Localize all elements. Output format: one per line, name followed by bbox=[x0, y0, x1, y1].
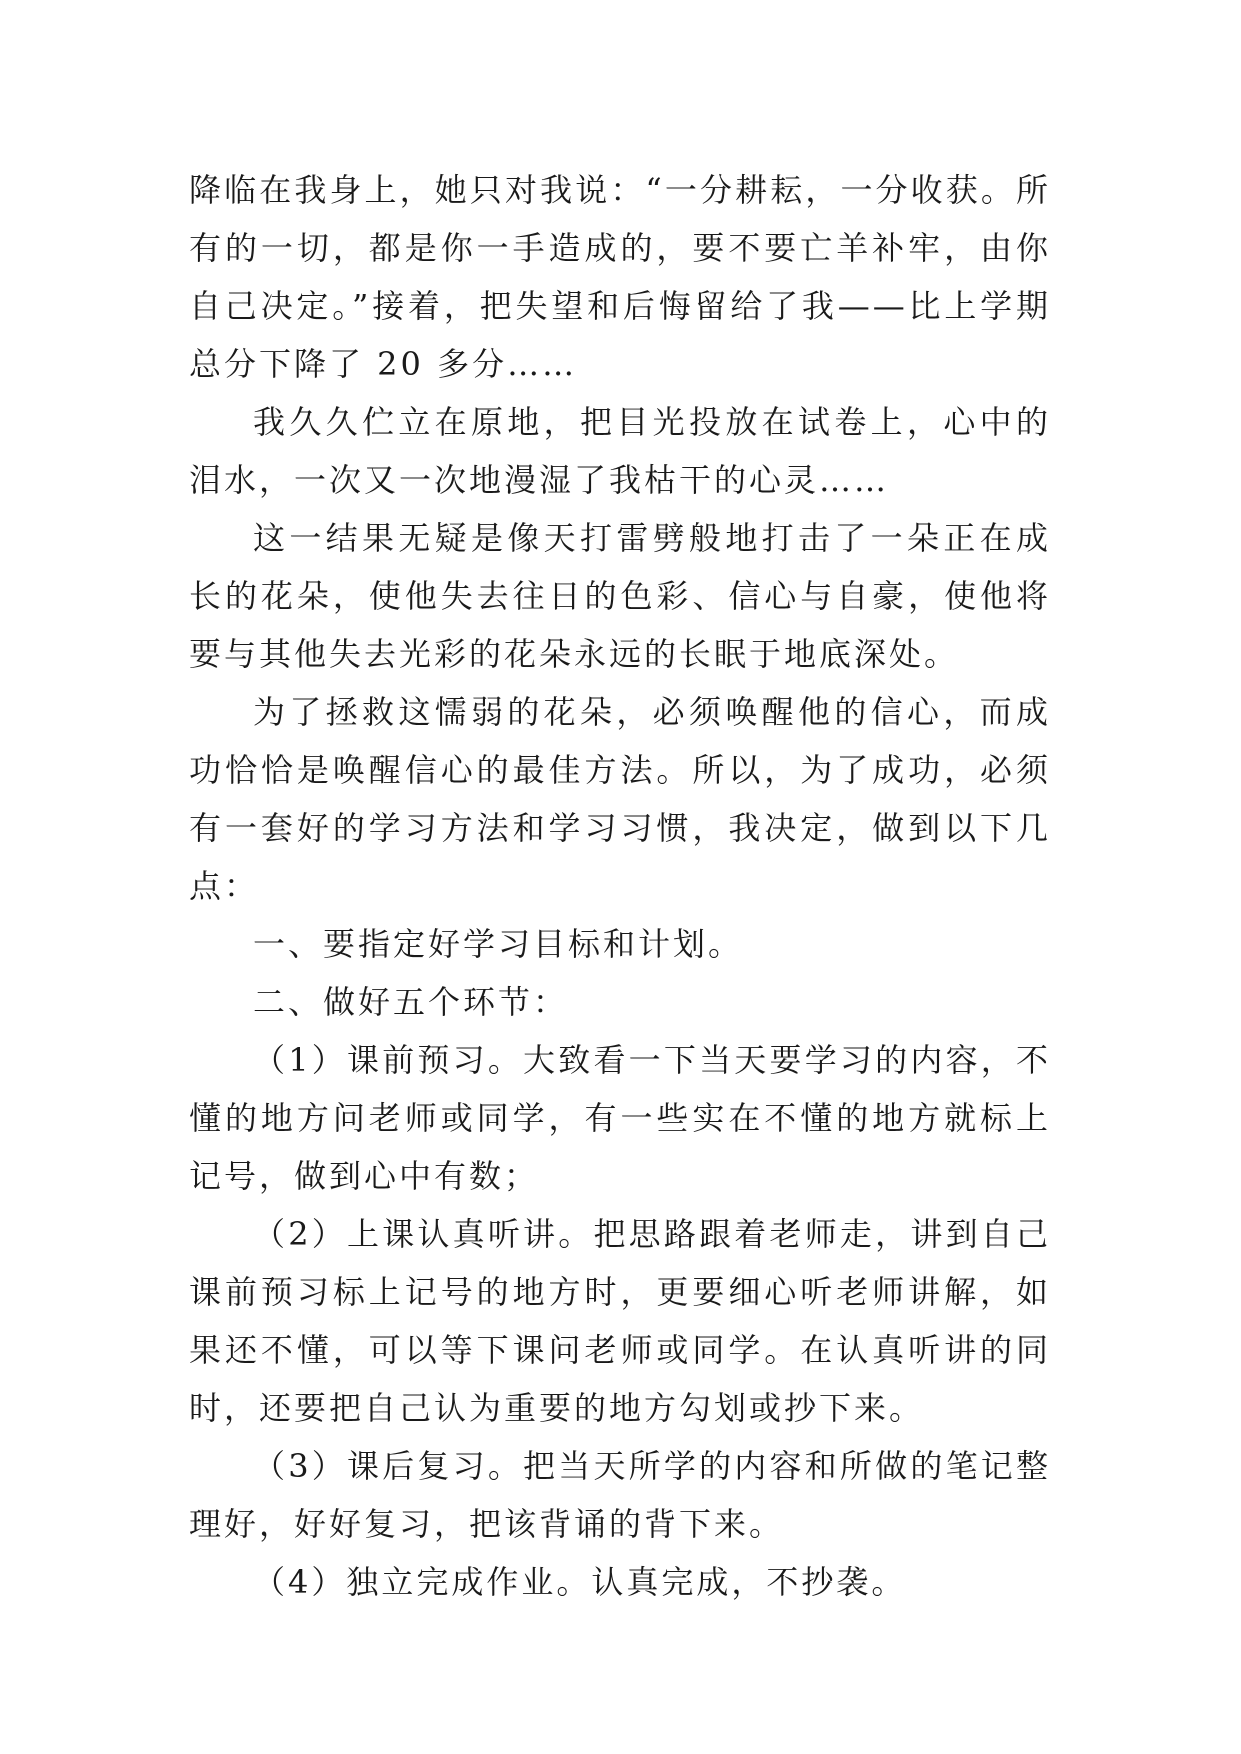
paragraph: 为了拯救这懦弱的花朵，必须唤醒他的信心，而成功恰恰是唤醒信心的最佳方法。所以，为了成功，必须有一套好的学习方法和学习习惯，我决定，做到以下几点： bbox=[189, 693, 1051, 905]
paragraph: 这一结果无疑是像天打雷劈般地打击了一朵正在成长的花朵，使他失去往日的色彩、信心与自豪，使他将要与其他失去光彩的花朵永远的长眠于地底深处。 bbox=[189, 519, 1051, 673]
sub-list-item: （1）课前预习。大致看一下当天要学习的内容，不懂的地方问老师或同学，有一些实在不懂的地方就标上记号，做到心中有数； bbox=[189, 1041, 1051, 1195]
paragraph: 我久久伫立在原地，把目光投放在试卷上，心中的泪水，一次又一次地漫湿了我枯干的心灵…… bbox=[189, 403, 1051, 499]
sub-list-item: （2）上课认真听讲。把思路跟着老师走，讲到自己课前预习标上记号的地方时，更要细心听老师讲解，如果还不懂，可以等下课问老师或同学。在认真听讲的同时，还要把自己认为重要的地方勾划或抄下来。 bbox=[189, 1215, 1051, 1427]
document-body bbox=[189, 161, 1051, 1611]
list-item: 二、做好五个环节： bbox=[253, 983, 569, 1021]
sub-list-item: （4）独立完成作业。认真完成，不抄袭。 bbox=[253, 1563, 907, 1601]
sub-list-item: （3）课后复习。把当天所学的内容和所做的笔记整理好，好好复习，把该背诵的背下来。 bbox=[189, 1447, 1051, 1543]
list-item: 一、要指定好学习目标和计划。 bbox=[253, 925, 744, 963]
paragraph: 降临在我身上，她只对我说：“一分耕耘，一分收获。所有的一切，都是你一手造成的，要不要亡羊补牢，由你自己决定。”接着，把失望和后悔留给了我——比上学期总分下降了 20 多分…… bbox=[189, 171, 1051, 383]
